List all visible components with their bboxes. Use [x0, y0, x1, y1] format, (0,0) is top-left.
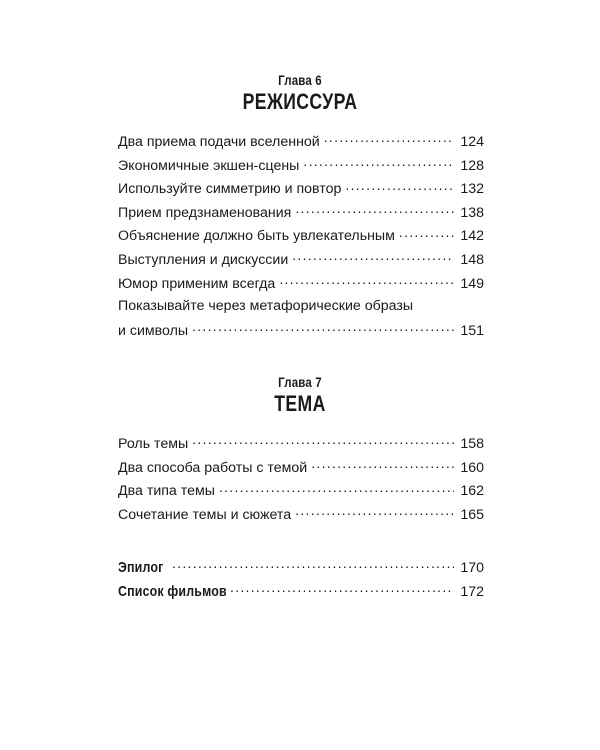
toc-entry[interactable]	[118, 224, 484, 248]
chapter-label: Глава 7	[278, 374, 322, 390]
dot-leader	[292, 248, 454, 264]
dot-leader	[192, 432, 454, 448]
entry-title: Юмор применим всегда	[118, 275, 276, 292]
dot-leader	[399, 224, 454, 240]
entry-title: Сочетание темы и сюжета	[118, 506, 292, 523]
toc-entry[interactable]	[118, 456, 484, 480]
toc-entry[interactable]	[118, 503, 484, 527]
dot-leader	[324, 130, 454, 146]
toc-entry[interactable]	[118, 248, 484, 272]
dot-leader	[172, 556, 454, 572]
back-matter-entries	[118, 556, 484, 603]
toc-entry-epilogue[interactable]	[118, 556, 484, 580]
entry-page: 128	[460, 157, 484, 174]
entry-title: Объяснение должно быть увлекательным	[118, 228, 395, 245]
dot-leader	[295, 201, 454, 217]
chapter-title: РЕЖИССУРА	[242, 89, 358, 114]
toc-entry[interactable]	[118, 201, 484, 225]
toc-entry[interactable]	[118, 432, 484, 456]
dot-leader	[303, 154, 454, 170]
entry-title-box	[118, 557, 168, 581]
entry-page: 160	[460, 459, 484, 476]
entry-title: Эпилог	[118, 560, 164, 576]
entry-page: 162	[460, 483, 484, 500]
entry-title: Список фильмов	[118, 583, 227, 600]
dot-leader	[279, 272, 454, 288]
entry-title: Прием предзнаменования	[118, 204, 292, 221]
dot-leader	[295, 503, 454, 519]
entry-page: 138	[460, 204, 484, 221]
entry-title-box	[118, 581, 226, 605]
toc-entry[interactable]	[118, 130, 484, 154]
entry-page: 170	[460, 560, 484, 576]
dot-leader	[219, 479, 454, 495]
entry-page: 149	[460, 275, 484, 292]
entry-page: 142	[460, 228, 484, 245]
entry-page: 165	[460, 506, 484, 523]
entry-title: Экономичные экшен-сцены	[118, 157, 300, 174]
toc-entry[interactable]	[118, 295, 484, 342]
toc-entry[interactable]	[118, 272, 484, 296]
entry-page: 132	[460, 181, 484, 198]
dot-leader	[345, 177, 454, 193]
dot-leader	[230, 580, 454, 596]
toc-entry[interactable]	[118, 154, 484, 178]
toc-entry[interactable]	[118, 479, 484, 503]
entry-page: 172	[460, 583, 484, 600]
chapter-title: ТЕМА	[274, 391, 326, 416]
entry-title: Два способа работы с темой	[118, 459, 308, 476]
chapter-6-heading	[0, 72, 600, 114]
toc-entry[interactable]	[118, 177, 484, 201]
chapter-6-entries	[118, 130, 484, 342]
entry-title: Используйте симметрию и повтор	[118, 181, 342, 198]
entry-title: Роль темы	[118, 436, 189, 452]
entry-title: Выступления и дискуссии	[118, 251, 289, 268]
chapter-7-entries	[118, 432, 484, 526]
entry-title-line-1: Показывайте через метафорические образы	[118, 298, 414, 315]
entry-title: Два приема подачи вселенной	[118, 134, 320, 150]
entry-page: 158	[460, 436, 484, 452]
chapter-label: Глава 6	[278, 72, 322, 88]
entry-title: Два типа темы	[118, 483, 215, 500]
entry-page: 148	[460, 251, 484, 268]
dot-leader	[311, 456, 454, 472]
chapter-7-heading	[0, 374, 600, 416]
entry-page: 151	[460, 322, 484, 339]
toc-entry-film-list[interactable]	[118, 580, 484, 604]
dot-leader	[192, 319, 454, 335]
entry-page: 124	[460, 134, 484, 150]
entry-title-line-2: и символы	[118, 322, 189, 339]
